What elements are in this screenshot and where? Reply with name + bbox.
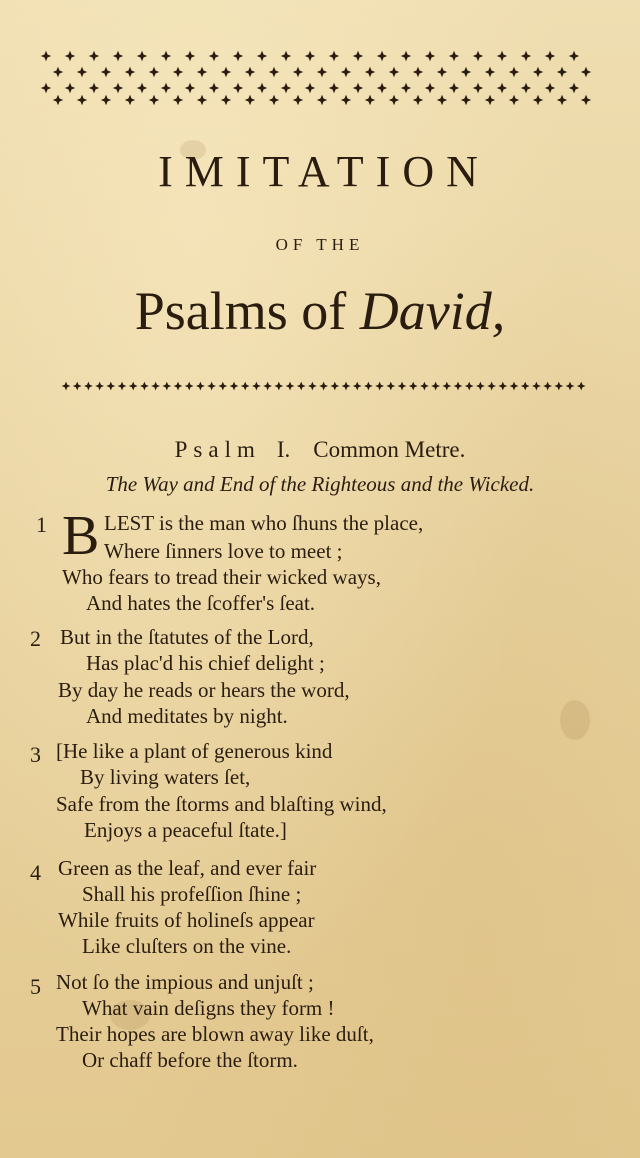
ornament-star: [41, 51, 51, 61]
ornament-star: [209, 83, 219, 93]
ornament-star: [65, 83, 75, 93]
ornament-star: [106, 382, 115, 391]
page-subtitle: OF THE: [275, 235, 365, 254]
ornament-star: [241, 382, 250, 391]
ornament-star: [161, 51, 171, 61]
ornament-star: [487, 382, 496, 391]
psalm-metre: Common Metre.: [313, 437, 466, 462]
ornament-star: [196, 382, 205, 391]
ornament-star: [498, 382, 507, 391]
foxing-spot: [560, 700, 590, 740]
verse-line: Enjoys a peaceful ſtate.]: [84, 818, 287, 842]
ornament-star: [425, 51, 435, 61]
ornament-star: [577, 382, 586, 391]
ornament-star: [274, 382, 283, 391]
verse-number: 3: [30, 742, 41, 767]
ornament-star: [101, 95, 111, 105]
ornament-star: [308, 382, 317, 391]
verse-line: And meditates by night.: [86, 704, 288, 728]
ornament-star: [431, 382, 440, 391]
ornament-star: [476, 382, 485, 391]
ornament-star: [375, 382, 384, 391]
ornament-star: [353, 382, 362, 391]
verse-line: By day he reads or hears the word,: [58, 678, 350, 702]
verse-line: Green as the leaf, and ever fair: [58, 856, 317, 880]
ornament-star: [341, 95, 351, 105]
ornament-star: [269, 67, 279, 77]
ornament-star: [185, 382, 194, 391]
psalm-theme: The Way and End of the Righteous and the Wicked.: [105, 472, 535, 496]
ornament-star: [149, 67, 159, 77]
ornament-star: [62, 382, 71, 391]
verse-line: While fruits of holineſs appear: [58, 908, 315, 932]
ornament-star: [389, 67, 399, 77]
ornament-star: [113, 51, 123, 61]
ornament-star: [509, 67, 519, 77]
ornament-star: [521, 51, 531, 61]
ornament-star: [485, 67, 495, 77]
ornament-star: [151, 382, 160, 391]
ornament-star: [377, 83, 387, 93]
ornament-star: [252, 382, 261, 391]
ornament-star: [409, 382, 418, 391]
ornament-star: [95, 382, 104, 391]
ornament-star: [329, 83, 339, 93]
ornament-star: [330, 382, 339, 391]
ornament-star: [569, 83, 579, 93]
ornament-star: [263, 382, 272, 391]
ornament-star: [173, 95, 183, 105]
ornament-star: [413, 95, 423, 105]
ornament-star: [209, 51, 219, 61]
ornament-star: [73, 382, 82, 391]
ornament-star: [269, 95, 279, 105]
psalm-heading: [0, 438, 640, 461]
ornament-star: [293, 67, 303, 77]
ornament-star: [473, 83, 483, 93]
ornament-star: [137, 83, 147, 93]
ornament-star: [185, 83, 195, 93]
ornament-star: [401, 51, 411, 61]
ornament-star: [545, 51, 555, 61]
ornament-star: [77, 67, 87, 77]
ornament-star: [101, 67, 111, 77]
ornament-star: [319, 382, 328, 391]
ornament-star: [89, 51, 99, 61]
ornament-star: [257, 83, 267, 93]
ornament-star: [509, 95, 519, 105]
ornament-rule: [60, 376, 590, 396]
ornament-star: [245, 95, 255, 105]
page-title: IMITATION: [158, 147, 490, 196]
ornament-star: [454, 382, 463, 391]
ornament-star: [442, 382, 451, 391]
ornament-star: [461, 95, 471, 105]
ornament-star: [521, 83, 531, 93]
psalm-label: Psalm: [174, 437, 261, 462]
ornament-star: [230, 382, 239, 391]
ornament-star: [305, 83, 315, 93]
ornament-star: [449, 51, 459, 61]
ornament-star: [281, 83, 291, 93]
ornament-star: [485, 95, 495, 105]
ornament-star: [245, 67, 255, 77]
verse-line: Or chaff before the ſtorm.: [82, 1048, 298, 1072]
ornament-star: [449, 83, 459, 93]
ornament-star: [53, 67, 63, 77]
ornament-star: [161, 83, 171, 93]
ornament-star: [221, 67, 231, 77]
ornament-star: [149, 95, 159, 105]
verse-line: LEST is the man who ſhuns the place,: [104, 511, 424, 535]
ornament-star: [581, 95, 591, 105]
ornament-star: [437, 95, 447, 105]
ornament-star: [377, 51, 387, 61]
ornament-star: [398, 382, 407, 391]
ornament-star: [281, 51, 291, 61]
ornament-star: [532, 382, 541, 391]
ornament-star: [207, 382, 216, 391]
ornament-band-top: [40, 48, 592, 108]
ornament-star: [341, 67, 351, 77]
verse-line: Where ſinners love to meet ;: [104, 539, 343, 563]
ornament-star: [545, 83, 555, 93]
verse-line: Their hopes are blown away like duſt,: [56, 1022, 374, 1046]
ornament-star: [113, 83, 123, 93]
ornament-star: [557, 67, 567, 77]
ornament-star: [137, 51, 147, 61]
verse-number: 5: [30, 974, 41, 999]
ornament-star: [554, 382, 563, 391]
ornament-star: [129, 382, 138, 391]
verse-line: But in the ſtatutes of the Lord,: [60, 625, 314, 649]
ornament-star: [425, 83, 435, 93]
ornament-star: [125, 67, 135, 77]
ornament-star: [125, 95, 135, 105]
ornament-star: [353, 51, 363, 61]
ornament-star: [297, 382, 306, 391]
ornament-star: [420, 382, 429, 391]
ornament-star: [386, 382, 395, 391]
ornament-star: [497, 51, 507, 61]
ornament-star: [218, 382, 227, 391]
ornament-star: [569, 51, 579, 61]
ornament-star: [365, 95, 375, 105]
ornament-star: [566, 382, 575, 391]
verse-line: Who fears to tread their wicked ways,: [62, 565, 381, 589]
verse-line: What vain deſigns they form !: [82, 996, 335, 1020]
ornament-star: [557, 95, 567, 105]
ornament-star: [413, 67, 423, 77]
ornament-star: [364, 382, 373, 391]
ornament-star: [197, 67, 207, 77]
ornament-star: [174, 382, 183, 391]
ornament-star: [401, 83, 411, 93]
ornament-star: [185, 51, 195, 61]
ornament-star: [221, 95, 231, 105]
ornament-star: [233, 51, 243, 61]
verse-line: Not ſo the impious and unjuſt ;: [56, 970, 314, 994]
ornament-star: [461, 67, 471, 77]
ornament-star: [437, 67, 447, 77]
ornament-star: [162, 382, 171, 391]
ornament-star: [305, 51, 315, 61]
verse-number: 2: [30, 626, 41, 651]
ornament-star: [533, 67, 543, 77]
ornament-star: [353, 83, 363, 93]
ornament-star: [317, 67, 327, 77]
book-title: [0, 281, 640, 341]
verse-line: Has plac'd his chief delight ;: [86, 651, 325, 675]
ornament-star: [286, 382, 295, 391]
ornament-star: [84, 382, 93, 391]
verse-line: And hates the ſcoffer's ſeat.: [86, 591, 316, 615]
ornament-star: [510, 382, 519, 391]
verse-line: By living waters ſet,: [80, 765, 251, 789]
psalm-number: I.: [276, 437, 291, 462]
ornament-star: [197, 95, 207, 105]
ornament-star: [140, 382, 149, 391]
verse-line: Shall his profeſſion ſhine ;: [82, 882, 302, 906]
verse-number: 4: [30, 860, 41, 885]
ornament-star: [317, 95, 327, 105]
ornament-star: [329, 51, 339, 61]
ornament-star: [65, 51, 75, 61]
ornament-star: [497, 83, 507, 93]
verse-number: 1: [36, 512, 47, 537]
ornament-star: [543, 382, 552, 391]
book-title-italic: David,: [359, 281, 506, 341]
verse-line: Safe from the ſtorms and blaſting wind,: [56, 792, 387, 816]
ornament-star: [342, 382, 351, 391]
ornament-star: [521, 382, 530, 391]
ornament-star: [465, 382, 474, 391]
ornament-star: [533, 95, 543, 105]
ornament-star: [257, 51, 267, 61]
ornament-star: [41, 83, 51, 93]
drop-cap: B: [62, 505, 100, 567]
ornament-star: [77, 95, 87, 105]
verse-line: [He like a plant of generous kind: [56, 739, 333, 763]
ornament-star: [173, 67, 183, 77]
ornament-star: [293, 95, 303, 105]
book-title-roman: Psalms of: [134, 281, 360, 341]
ornament-star: [473, 51, 483, 61]
ornament-star: [581, 67, 591, 77]
ornament-star: [118, 382, 127, 391]
ornament-star: [53, 95, 63, 105]
verse-line: Like cluſters on the vine.: [82, 934, 292, 958]
ornament-star: [233, 83, 243, 93]
ornament-star: [365, 67, 375, 77]
ornament-star: [89, 83, 99, 93]
ornament-star: [389, 95, 399, 105]
